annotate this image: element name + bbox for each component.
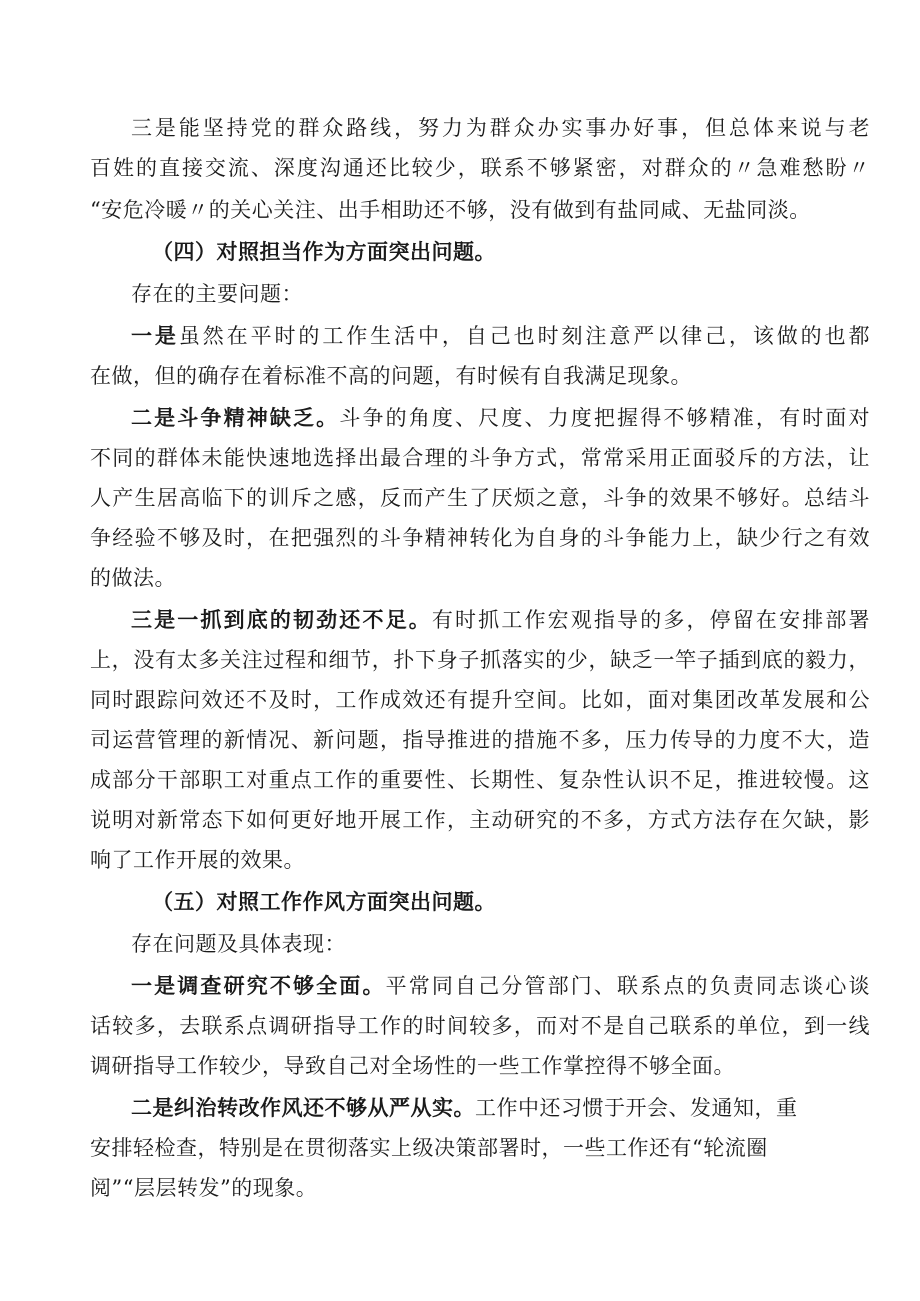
paragraph-line [90,680,870,720]
line-text: 调研指导工作较少，导致自己对全场性的一些工作掌控得不够全面。 [90,1054,735,1078]
paragraph-line [90,478,870,518]
line-text: 响了工作开展的效果。 [90,848,305,872]
paragraph-line [90,1006,870,1046]
line-text: 成部分干部职工对重点工作的重要性、长期性、复杂性认识不足，推进较慢。这 [90,768,870,792]
line-text: 争经验不够及时，在把强烈的斗争精神转化为自身的斗争能力上，缺少行之有效 [90,526,870,550]
paragraph-line [131,398,870,438]
paragraph-line [90,518,870,558]
line-text: 司运营管理的新情况、新问题，指导推进的措施不多，压力传导的力度不大，造 [90,728,870,752]
paragraph-line [90,640,870,680]
line-text: 不同的群体未能快速地选择出最合理的斗争方式，常常采用正面驳斥的方法，让 [90,446,870,470]
line-text: “安危冷暖〃的关心关注、出手相助还不够，没有做到有盐同咸、无盐同淡。 [90,198,811,222]
section-heading [152,232,870,272]
section-heading [152,882,870,922]
line-lead: 一是 [131,323,179,348]
line-text: 有时抓工作宏观指导的多，停留在安排部署 [431,608,870,632]
subheading-line [131,274,870,314]
line-text: 在做，但的确存在着标准不高的问题，有时候有自我满足现象。 [90,364,692,388]
line-lead: 一是调查研究不够全面。 [131,973,386,998]
line-text: 阅”“层层转发”的现象。 [90,1176,318,1200]
paragraph-line [90,1046,870,1086]
subheading-line [131,924,870,964]
paragraph-line [131,108,870,148]
line-text: 工作中还习惯于开会、发通知，重 [475,1096,798,1120]
line-lead: 二是斗争精神缺乏。 [131,405,340,430]
paragraph-line [90,438,870,478]
heading-text: （五）对照工作作风方面突出问题。 [152,889,496,914]
paragraph-line [90,840,870,880]
line-text: 虽然在平时的工作生活中，自己也时刻注意严以律己，该做的也都 [178,324,870,348]
paragraph-line [90,190,870,230]
paragraph-line [90,148,870,188]
paragraph-line [90,800,870,840]
line-text: 的做法。 [90,566,176,590]
line-text: 说明对新常态下如何更好地开展工作，主动研究的不多，方式方法存在欠缺，影 [90,808,870,832]
paragraph-line [131,1088,870,1128]
line-lead: 三是一抓到底的韧劲还不足。 [131,607,432,632]
line-text: 人产生居高临下的训斥之感，反而产生了厌烦之意，斗争的效果不够好。总结斗 [90,486,870,510]
paragraph-line [131,966,870,1006]
paragraph-line [90,1128,870,1168]
line-text: 百姓的直接交流、深度沟通还比较少，联系不够紧密，对群众的〃急难愁盼〃 [90,156,870,180]
line-text: 存在问题及具体表现： [131,932,346,956]
line-text: 斗争的角度、尺度、力度把握得不够精准，有时面对 [339,406,870,430]
paragraph-line [90,1168,870,1208]
heading-text: （四）对照担当作为方面突出问题。 [152,239,496,264]
line-lead: 二是纠治转改作风还不够从严从实。 [131,1095,475,1120]
line-text: 三是能坚持党的群众路线，努力为群众办实事办好事，但总体来说与老 [131,116,870,140]
paragraph-line [90,356,870,396]
paragraph-line [131,600,870,640]
line-text: 上，没有太多关注过程和细节，扑下身子抓落实的少，缺乏一竿子插到底的毅力， [90,648,870,672]
paragraph-line [90,760,870,800]
paragraph-line [90,558,870,598]
line-text: 安排轻检查，特别是在贯彻落实上级决策部署时，一些工作还有“轮流圈 [90,1136,768,1160]
line-text: 同时跟踪问效还不及时，工作成效还有提升空间。比如，面对集团改革发展和公 [90,688,870,712]
line-text: 平常同自己分管部门、联系点的负责同志谈心谈 [385,974,870,998]
line-text: 存在的主要问题： [131,282,303,306]
line-text: 话较多，去联系点调研指导工作的时间较多，而对不是自己联系的单位，到一线 [90,1014,870,1038]
paragraph-line [90,720,870,760]
paragraph-line [131,316,870,356]
